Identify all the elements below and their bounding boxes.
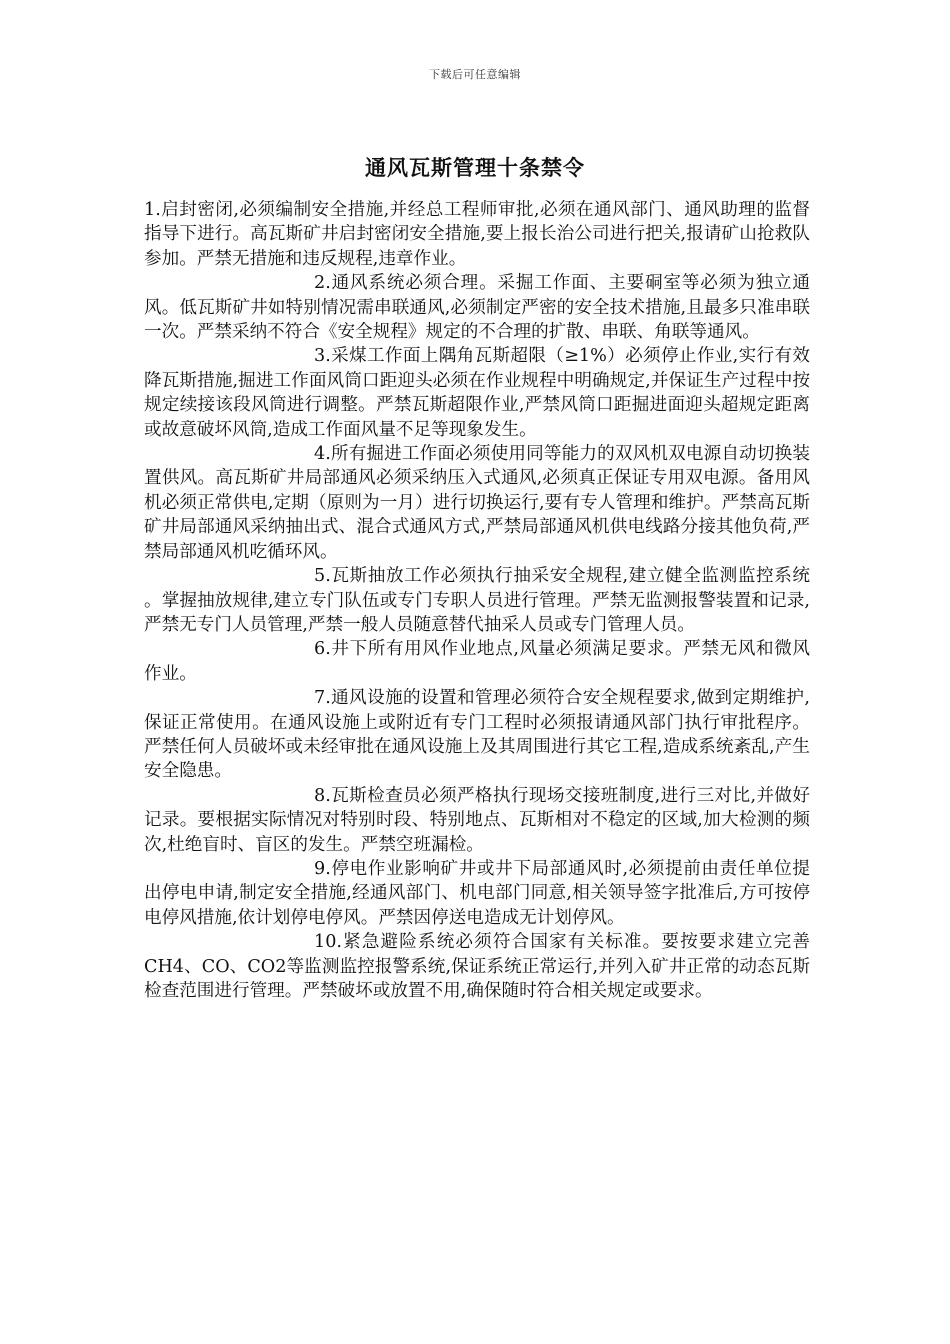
rule-paragraph-2: 2.通风系统必须合理。采掘工作面、主要硐室等必须为独立通风。低瓦斯矿井如特别情况需串联通风,必须制定严密的安全技术措施,且最多只准串联一次。严禁采纳不符合《安全规程》规定的不合理的扩散、串联、角联等通风。 bbox=[144, 273, 810, 343]
rule-paragraph-8: 8.瓦斯检查员必须严格执行现场交接班制度,进行三对比,并做好记录。要根据实际情况对特别时段、特别地点、瓦斯相对不稳定的区域,加大检测的频次,杜绝盲时、盲区的发生。严禁空班漏检。 bbox=[144, 785, 810, 855]
rule-paragraph-7: 7.通风设施的设置和管理必须符合安全规程要求,做到定期维护,保证正常使用。在通风设施上或附近有专门工程时必须报请通风部门执行审批程序。严禁任何人员破坏或未经审批在通风设施上及其周围进行其它工程,造成系统紊乱,产生安全隐患。 bbox=[144, 688, 810, 782]
document-body bbox=[144, 198, 810, 1003]
document-title: 通风瓦斯管理十条禁令 bbox=[365, 155, 585, 180]
rule-paragraph-3: 3.采煤工作面上隅角瓦斯超限（≥1%）必须停止作业,实行有效降瓦斯措施,掘进工作面风筒口距迎头必须在作业规程中明确规定,并保证生产过程中按规定续接该段风筒进行调整。严禁瓦斯超限作业,严禁风筒口距掘进面迎头超规定距离或故意破坏风筒,造成工作面风量不足等现象发生。 bbox=[144, 346, 810, 440]
rule-paragraph-9: 9.停电作业影响矿井或井下局部通风时,必须提前由责任单位提出停电申请,制定安全措施,经通风部门、机电部门同意,相关领导签字批准后,方可按停电停风措施,依计划停电停风。严禁因停送电造成无计划停风。 bbox=[144, 858, 810, 928]
rule-paragraph-4: 4.所有掘进工作面必须使用同等能力的双风机双电源自动切换装置供风。高瓦斯矿井局部通风必须采纳压入式通风,必须真正保证专用双电源。备用风机必须正常供电,定期（原则为一月）进行切换运行,要有专人管理和维护。严禁高瓦斯矿井局部通风采纳抽出式、混合式通风方式,严禁局部通风机供电线路分接其他负荷,严禁局部通风机吃循环风。 bbox=[144, 444, 810, 562]
rule-paragraph-5: 5.瓦斯抽放工作必须执行抽采安全规程,建立健全监测监控系统 。掌握抽放规律,建立专门队伍或专门专职人员进行管理。严禁无监测报警装置和记录,严禁无专门人员管理,严禁一般人员随意替代抽采人员或专门管理人员。 bbox=[144, 566, 810, 635]
rule-paragraph-1: 1.启封密闭,必须编制安全措施,并经总工程师审批,必须在通风部门、通风助理的监督指导下进行。高瓦斯矿井启封密闭安全措施,要上报长治公司进行把关,报请矿山抢救队参加。严禁无措施和违反规程,违章作业。 bbox=[144, 200, 810, 269]
rule-paragraph-10: 10.紧急避险系统必须符合国家有关标准。要按要求建立完善CH4、CO、CO2等监测监控报警系统,保证系统正常运行,并列入矿井正常的动态瓦斯检查范围进行管理。严禁破坏或放置不用,确保随时符合相关规定或要求。 bbox=[144, 932, 810, 1001]
page-header-note: 下载后可任意编辑 bbox=[429, 68, 521, 81]
rule-paragraph-6: 6.井下所有用风作业地点,风量必须满足要求。严禁无风和微风作业。 bbox=[144, 639, 810, 684]
